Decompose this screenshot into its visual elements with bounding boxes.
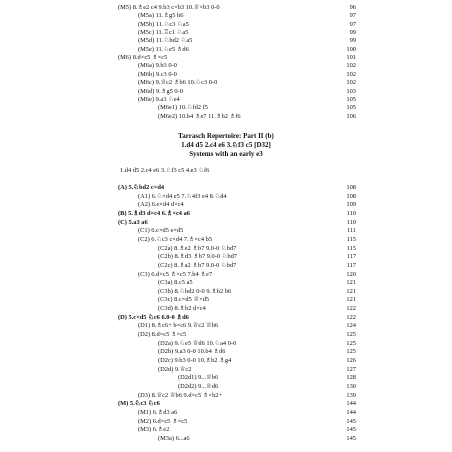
toc-entry-page: 110 (346, 218, 356, 226)
toc-entry-page: 108 (346, 184, 356, 191)
toc-entry-label: (A2) 6.e×d4 d×c4 (138, 201, 184, 209)
section-moves: 1.d4 d5 2.c4 e6 3.♘f3 c5 [D32] (181, 141, 271, 149)
toc-entry-page: 111 (346, 227, 356, 235)
toc-entry-label: (C3b) 8.♘bd2 0-0 9.♗b2 b6 (158, 287, 232, 295)
toc-entry-label: (M5c) 11.♖c1 ♘a5 (138, 29, 189, 37)
toc-entry-page: 109 (346, 201, 356, 209)
toc-entry[interactable] (0, 112, 452, 122)
toc-entry-label: (M6d) 9.♗g5 0-0 (138, 87, 183, 95)
toc-entry-page: 100 (346, 45, 356, 53)
toc-entry-page: 121 (346, 287, 356, 295)
toc-entry-page: 103 (346, 87, 356, 95)
toc-entry-page: 124 (346, 322, 356, 330)
toc-entry-label: (M1) 6.♗d3 a6 (138, 408, 178, 416)
toc-entry-page: 105 (346, 95, 356, 103)
toc-entry-page: 130 (346, 382, 356, 390)
intro-moves-line (0, 166, 452, 176)
toc-entry-page: 121 (346, 296, 356, 304)
toc-entry-label: (C3d) 8.♗b2 d×c4 (158, 305, 206, 313)
toc-entry-page: 127 (346, 365, 356, 373)
toc-entry-label: (D2d1) 9...♕b6 (178, 374, 219, 382)
toc-entry-label: (D2a) 9.♘e5 ♕d6 10.♘a4 0-0 (158, 339, 237, 347)
toc-entry-page: 145 (346, 426, 356, 434)
toc-entry-page: 122 (346, 313, 356, 321)
toc-entry-page: 121 (346, 279, 356, 287)
toc-entry-label: (C1) 6.c×d5 e×d5 (138, 227, 184, 235)
toc-entry-label: (B) 5.♗d3 d×c4 6.♗×c4 a6 (118, 209, 190, 217)
toc-entry-label: (C) 5.a3 a6 (118, 218, 148, 226)
toc-entry-page: 99 (349, 37, 356, 45)
toc-entry-page: 102 (346, 79, 356, 87)
toc-entry-page: 96 (349, 4, 356, 11)
toc-entry-label: (A) 5.♘bd2 c×d4 (118, 184, 165, 191)
toc-entry-label: (C2) 6.♘c3 c×d4 7.♗×c4 b5 (138, 235, 213, 243)
toc-entry-page: 125 (346, 339, 356, 347)
section-title: Tarrasch Repertoire: Part II (b) (178, 132, 274, 140)
toc-entry-page: 144 (346, 400, 356, 408)
toc-entry-page: 145 (346, 434, 356, 442)
section-subtitle: Systems with an early e3 (189, 150, 263, 158)
toc-entry-label: (M5d) 11.♘bd2 ♘a5 (138, 37, 193, 45)
toc-entry-page: 110 (346, 209, 356, 217)
toc-entry-label: (C3) 6.d×c5 ♗×c5 7.b4 ♗e7 (138, 270, 213, 278)
toc-entry-page: 97 (349, 20, 356, 28)
toc-entry-label: (A1) 6.♘×d4 e5 7.♘4f3 e4 8.♘d4 (138, 192, 227, 200)
toc-entry-label: (C3a) 8.c5 a5 (158, 279, 193, 287)
toc-entry-page: 102 (346, 62, 356, 70)
toc-entry-page: 125 (346, 348, 356, 356)
toc-entry-page: 128 (346, 374, 356, 382)
toc-entry-page: 108 (346, 192, 356, 200)
toc-entry-page: 99 (349, 29, 356, 37)
toc-entry-label: (D2b) 9.a3 0-0 10.b4 ♗d6 (158, 348, 226, 356)
toc-entry-page: 102 (346, 70, 356, 78)
toc-entry-label: (M6a) 9.b3 0-0 (138, 62, 177, 70)
toc-entry-page: 101 (346, 54, 356, 62)
toc-entry-label: (M5e) 11.♘e5 ♗d6 (138, 45, 189, 53)
toc-entry-label: (D2c) 9.b3 0-0 10.♗b2 ♗g4 (158, 357, 232, 364)
toc-entry-label: (M3) 6.♗e2 (138, 426, 170, 434)
toc-entry-label: (D3) 8.♕c2 ♕b6 9.d×c5 ♗×h2+ (138, 391, 223, 399)
toc-entry-page: 117 (346, 253, 356, 261)
toc-entry-label: (M6b) 9.c3 0-0 (138, 70, 177, 78)
toc-entry-page: 144 (346, 408, 356, 416)
toc-entry-label: (D2d2) 9...♕d6 (178, 382, 219, 390)
toc-entry-label: (M6) 8.d×c5 ♗×c5 (118, 54, 168, 62)
toc-entry-label: (D2) 8.d×c5 ♗×c5 (138, 331, 187, 339)
intro-moves: 1.d4 d5 2.c4 e6 3.♘f3 c5 4.e3 ♘f6 (120, 167, 210, 174)
toc-entry-page: 122 (346, 305, 356, 313)
toc-entry-page: 106 (346, 112, 356, 120)
toc-entry-label: (M) 5.♘c3 ♘c6 (118, 400, 160, 408)
toc-entry-page: 125 (346, 331, 356, 339)
toc-entry-label: (C2a) 8.♗e2 ♗b7 9.0-0 ♘bd7 (158, 244, 237, 252)
toc-entry-label: (M6e1) 10.♘fd2 f5 (158, 104, 208, 112)
toc-entry-page: 139 (346, 391, 356, 399)
toc-entry-label: (C2c) 8.♗a2 ♗b7 9.0-0 ♘bd7 (158, 261, 237, 269)
toc-entry-label: (D) 5.c×d5 ♘c6 6.0-0 ♗d6 (118, 313, 189, 321)
toc-entry-page: 105 (346, 104, 356, 112)
toc-entry-label: (M6e2) 10.b4 ♗e7 11.♗b2 ♗f6 (158, 112, 241, 120)
toc-entry-label: (M6e) 9.a3 ♘e4 (138, 95, 180, 103)
toc-entry-label: (D1) 8.♗c6+ b×c6 9.♕c2 ♕b6 (138, 322, 219, 330)
toc-entry-page: 115 (346, 244, 356, 252)
toc-entry-label: (M5a) 11.♗g5 h6 (138, 12, 184, 20)
toc-entry-page: 145 (346, 417, 356, 425)
toc-entry-page: 120 (346, 270, 356, 278)
toc-entry-label: (M2) 6.d×c5 ♗×c5 (138, 417, 188, 425)
toc-entry-page: 97 (349, 12, 356, 20)
toc-entry-page: 117 (346, 261, 356, 269)
toc-entry[interactable] (0, 434, 452, 444)
toc-entry-label: (C2b) 8.♗d3 ♗b7 9.0-0 ♘bd7 (158, 253, 237, 261)
toc-entry-label: (M5) 8.♗e2 c4 9.b3 c×b3 10.♕×b3 0-0 (118, 4, 220, 11)
toc-entry-label: (C3c) 8.c×d5 ♕×d5 (158, 296, 210, 304)
toc-entry-label: (M3a) 6...a6 (158, 434, 190, 442)
toc-entry-label: (M5b) 11.♘c3 ♘a5 (138, 20, 189, 28)
toc-entry-page: 126 (346, 357, 356, 364)
toc-entry-label: (M6c) 9.♕c2 ♗b6 10.♘c3 0-0 (138, 79, 218, 87)
toc-entry-label: (D2d) 9.♕c2 (158, 365, 192, 373)
toc-entry-page: 115 (346, 235, 356, 243)
